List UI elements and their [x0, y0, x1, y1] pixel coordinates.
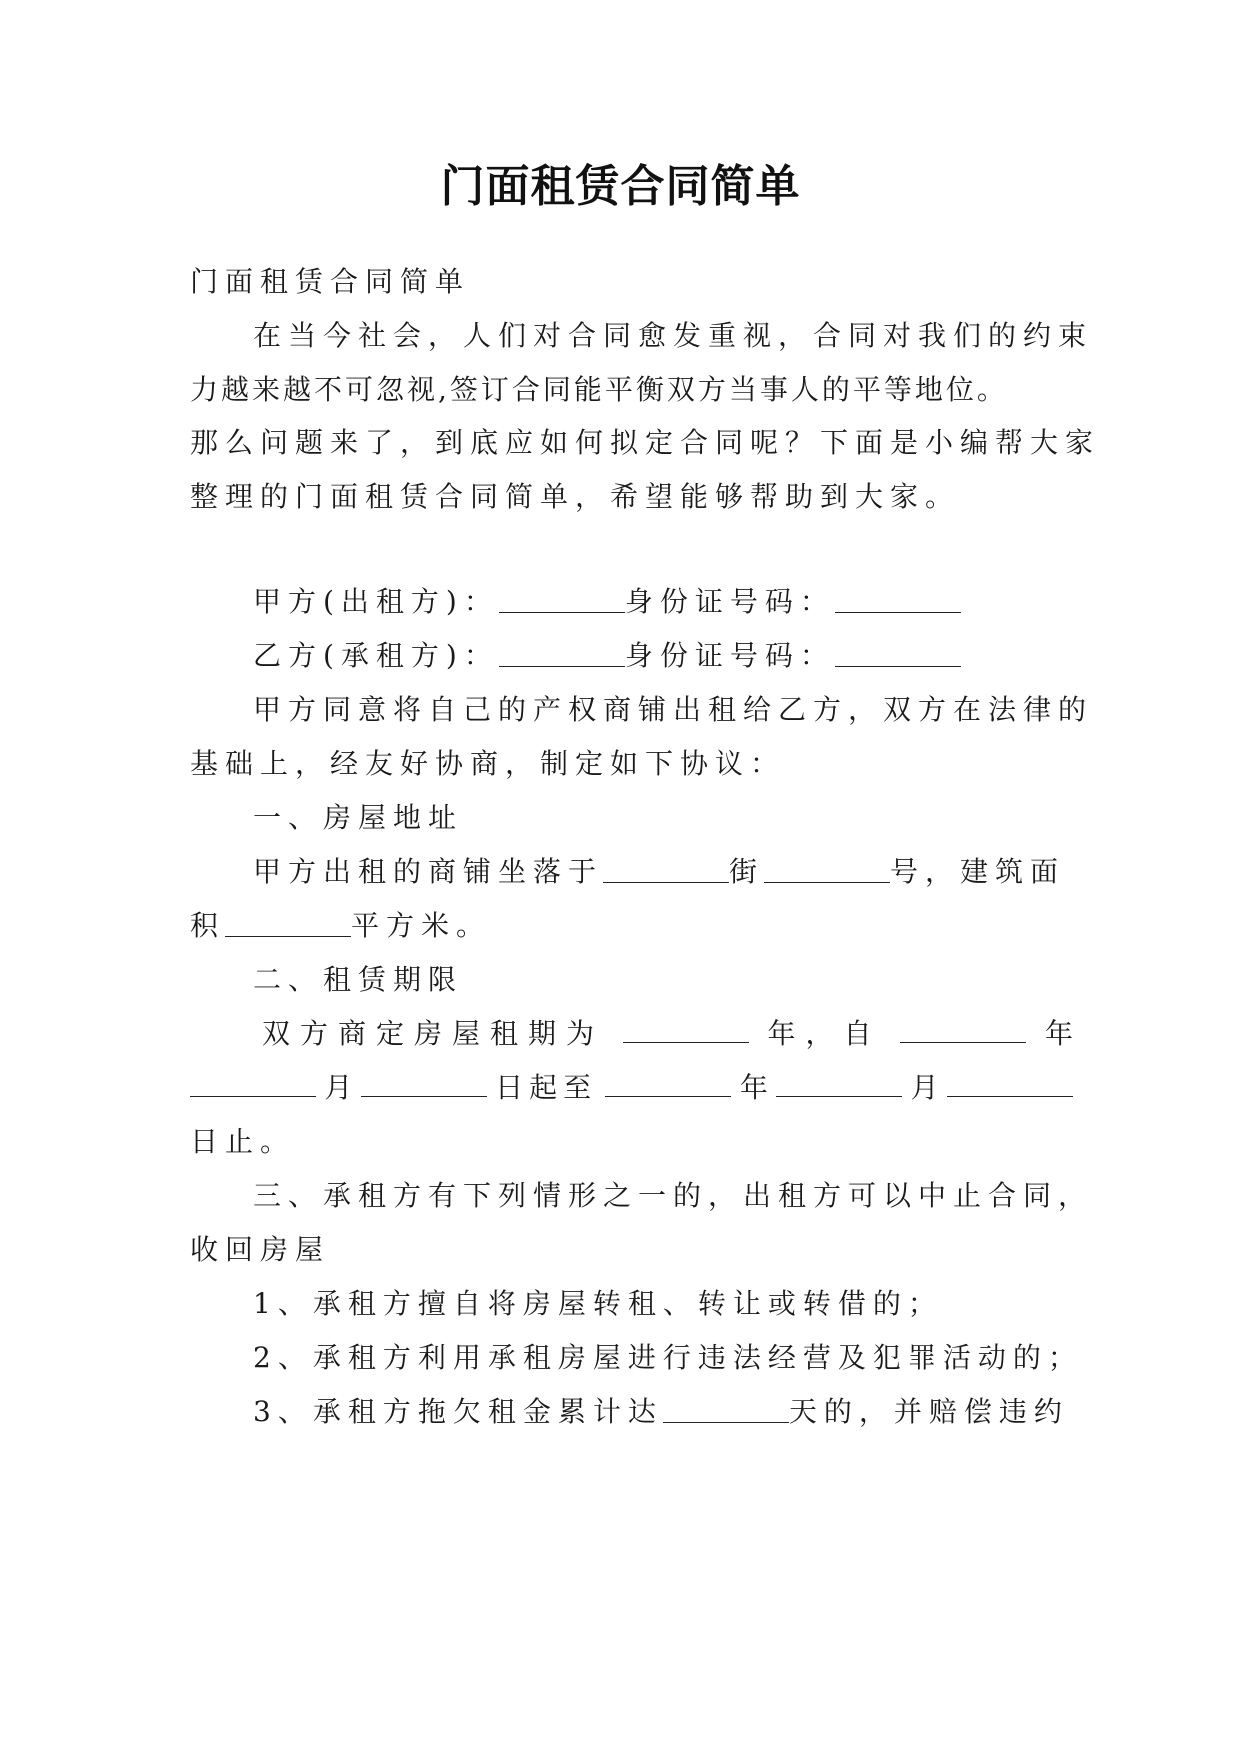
party-b-line: [253, 636, 1133, 676]
section-1-line-2: [190, 906, 1070, 946]
section-2-line-2: [190, 1068, 1073, 1108]
party-b-label: 乙方(承租方)：: [253, 639, 499, 672]
intro-line-2: 力越来越不可忽视,签订合同能平衡双方当事人的平等地位。: [190, 373, 1008, 406]
agreement-line-1: 甲方同意将自己的产权商铺出租给乙方，双方在法律的: [253, 693, 1094, 726]
section-1-text-a: 甲方出租的商铺坐落于: [253, 855, 604, 888]
start-month-blank: [190, 1068, 316, 1097]
party-b-id-blank: [835, 638, 961, 667]
start-year-blank: [900, 1014, 1026, 1043]
section-2-text-c: 年: [1044, 1017, 1073, 1050]
section-3-line-1: 三、承租方有下列情形之一的，出租方可以中止合同，: [253, 1179, 1094, 1212]
party-a-id-label: 身份证号码：: [624, 585, 835, 618]
section-2-text-b: 年，自: [767, 1017, 882, 1050]
section-1-title: 一、房屋地址: [253, 801, 464, 834]
party-a-line: [253, 582, 1133, 622]
section-2-text-year: 年: [739, 1071, 768, 1104]
party-a-name-blank: [499, 584, 625, 613]
section-2-line-1: [262, 1014, 1073, 1054]
party-b-id-label: 身份证号码：: [624, 639, 835, 672]
list-item-3-text-b: 天的，并赔偿违约: [788, 1395, 1069, 1428]
agreement-line-2: 基础上，经友好协商，制定如下协议：: [190, 747, 786, 780]
intro-line-3: 那么问题来了，到底应如何拟定合同呢？下面是小编帮大家: [190, 426, 1101, 459]
party-a-id-blank: [835, 584, 961, 613]
section-1-text-d: 积: [190, 909, 226, 942]
list-item-1: 1、承租方擅自将房屋转租、转让或转借的；: [253, 1287, 943, 1320]
intro-line-1: 在当今社会，人们对合同愈发重视，合同对我们的约束: [253, 319, 1094, 352]
end-month-blank: [776, 1068, 902, 1097]
area-blank: [225, 908, 351, 937]
section-1-text-c: 号，建筑面: [890, 855, 1066, 888]
section-1-text-b: 街: [729, 855, 765, 888]
term-years-blank: [623, 1014, 749, 1043]
section-1-text-e: 平方米。: [351, 909, 492, 942]
party-a-label: 甲方(出租方)：: [253, 585, 499, 618]
section-2-text-month: 月: [324, 1071, 353, 1104]
start-day-blank: [361, 1068, 487, 1097]
end-day-blank: [947, 1068, 1073, 1097]
section-2-line-3: 日止。: [190, 1125, 296, 1158]
party-b-name-blank: [499, 638, 625, 667]
subtitle: 门面租赁合同简单: [190, 265, 471, 298]
list-item-3-text-a: 3、承租方拖欠租金累计达: [253, 1395, 663, 1428]
intro-line-4: 整理的门面租赁合同简单，希望能够帮助到大家。: [190, 480, 961, 513]
list-item-3: [253, 1392, 1133, 1432]
section-1-line-1: [253, 852, 1133, 892]
section-2-title: 二、租赁期限: [253, 963, 464, 996]
number-blank: [764, 854, 890, 883]
overdue-days-blank: [663, 1394, 789, 1423]
section-2-text-start-until: 日起至: [495, 1071, 598, 1104]
section-3-line-2: 收回房屋: [190, 1233, 331, 1266]
end-year-blank: [605, 1068, 731, 1097]
street-blank: [603, 854, 729, 883]
document-title: 门面租赁合同简单: [440, 161, 801, 212]
section-2-text-a: 双方商定房屋租期为: [262, 1017, 605, 1050]
section-2-text-month-2: 月: [910, 1071, 939, 1104]
list-item-2: 2、承租方利用承租房屋进行违法经营及犯罪活动的；: [253, 1341, 1083, 1374]
